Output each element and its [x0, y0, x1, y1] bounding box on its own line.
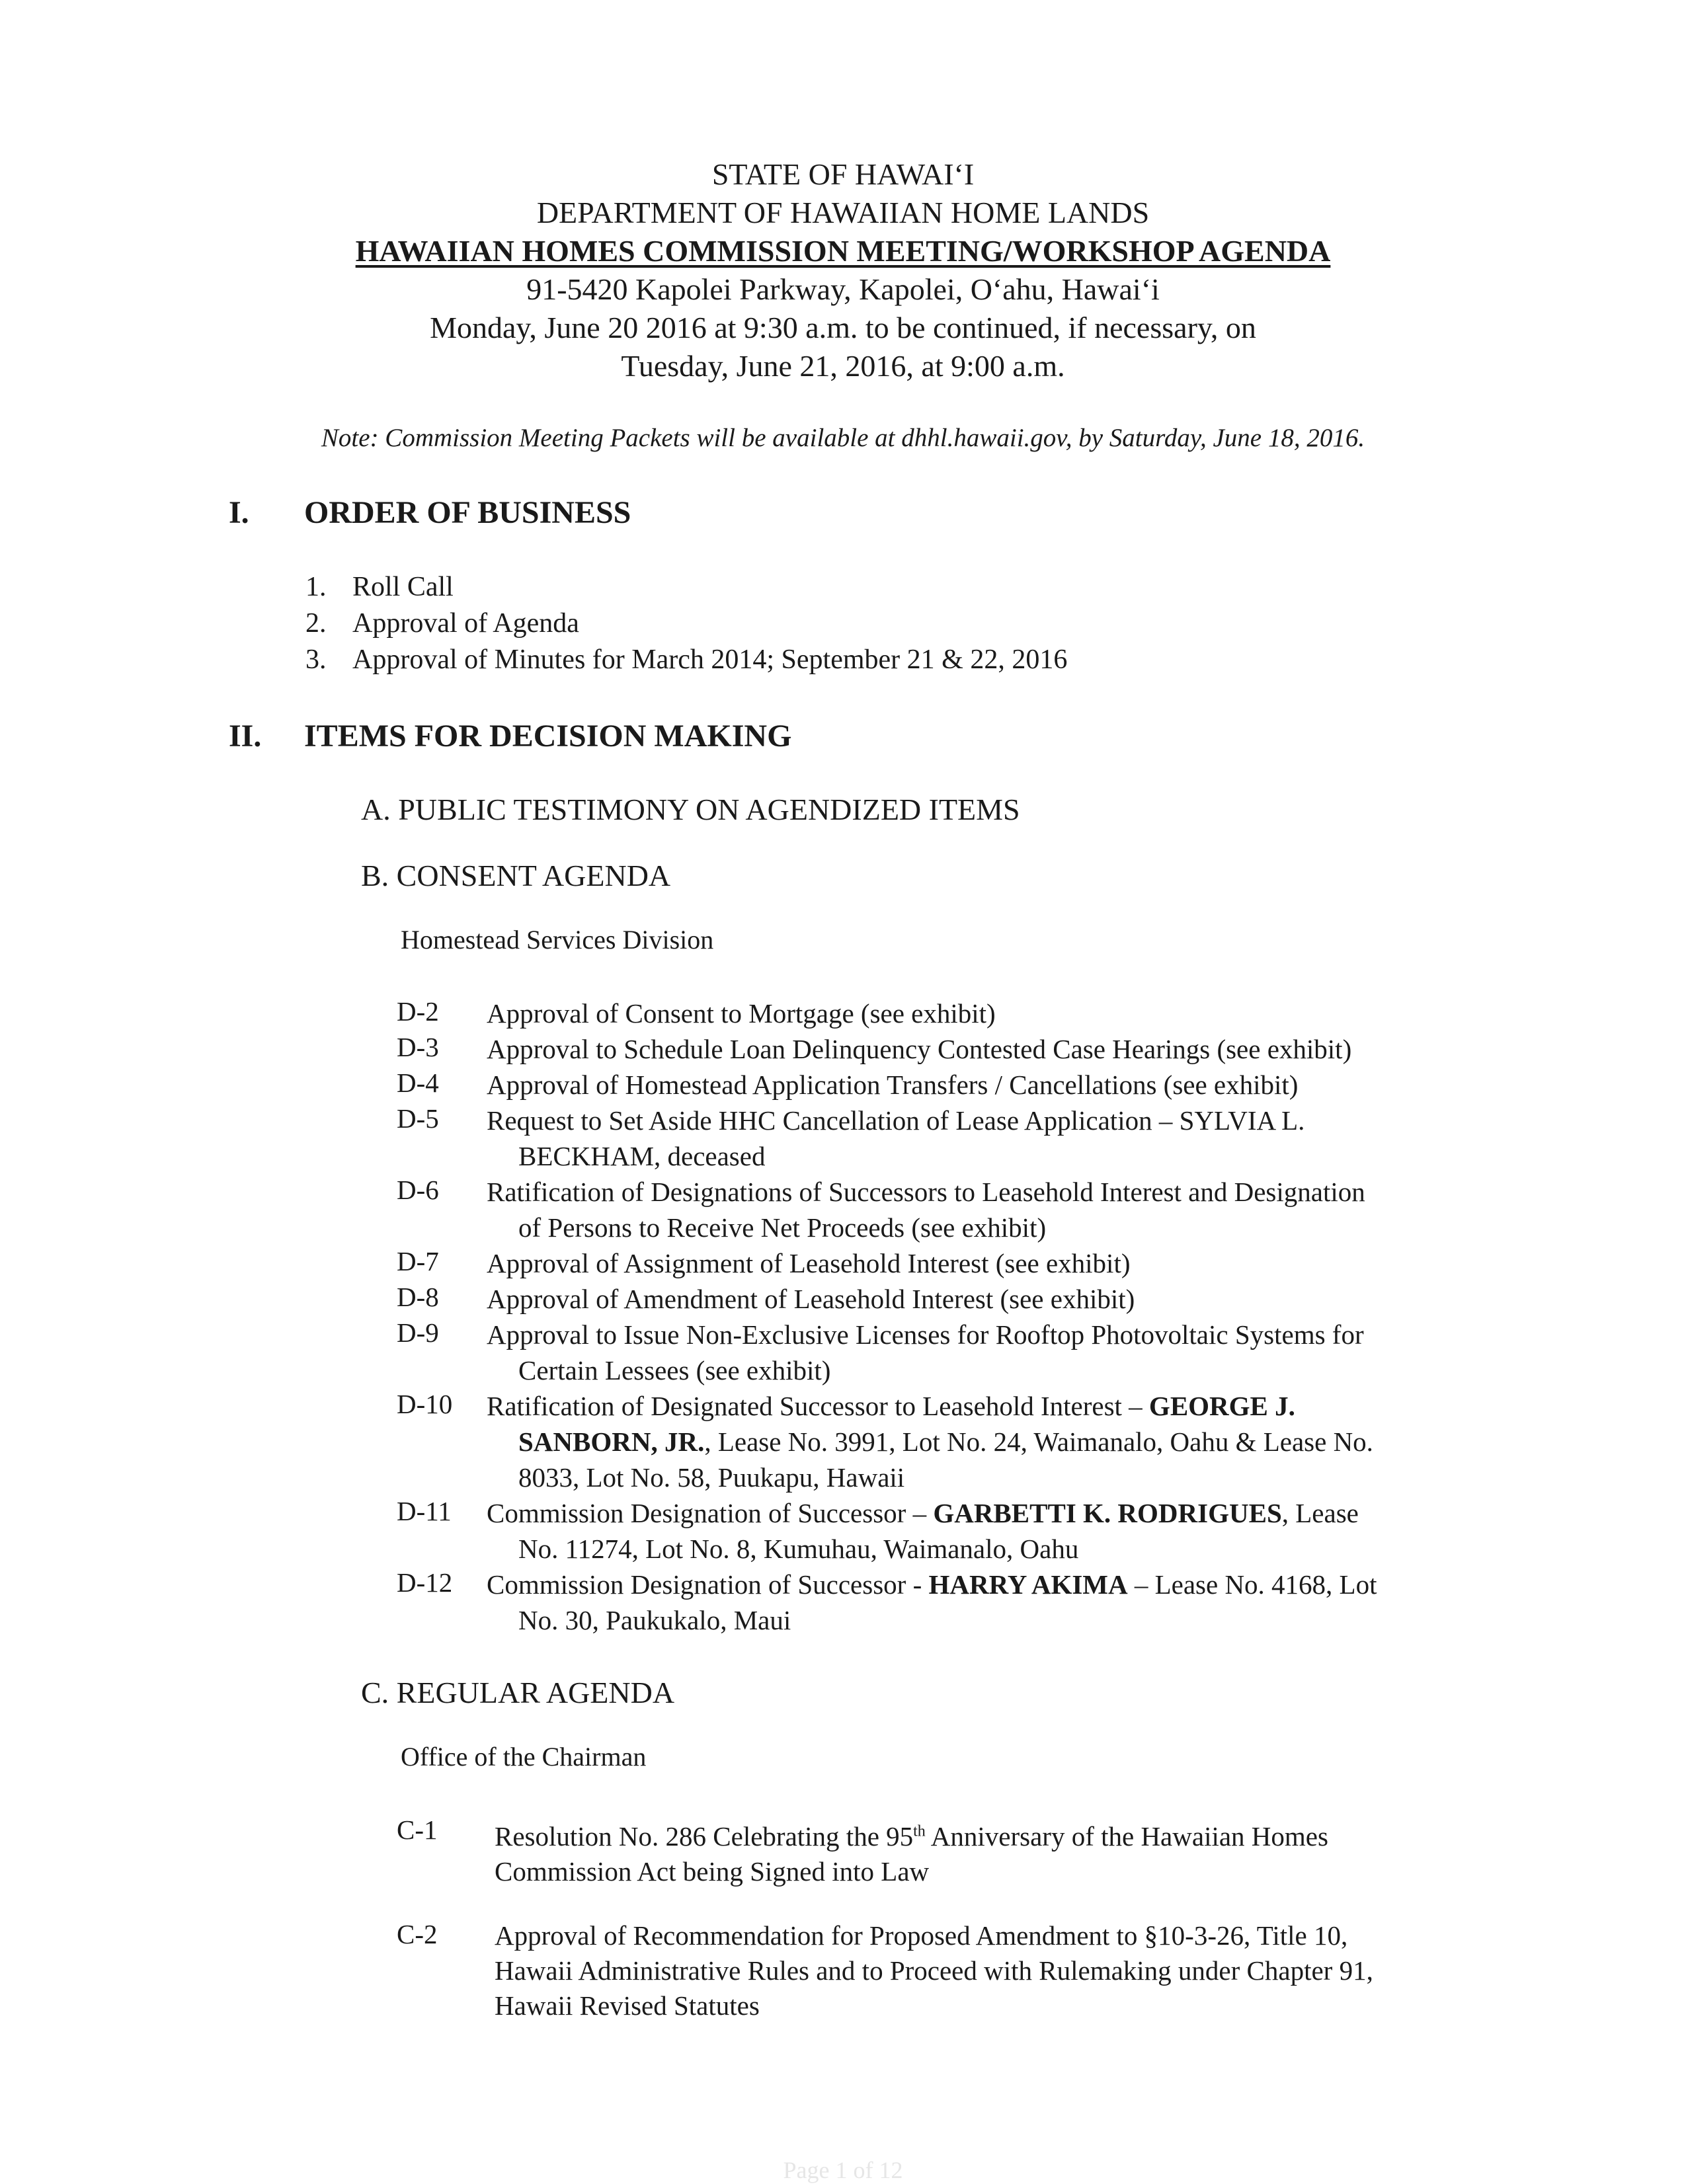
consent-item-code: D-6 — [397, 1175, 439, 1205]
item-text-part: , Lease No. 3991, Lot No. 24, Waimanalo, Oahu & Lease No. — [704, 1426, 1373, 1457]
consent-item-text: Approval of Assignment of Leasehold Interest (see exhibit) — [487, 1248, 1131, 1278]
section-2-title: ITEMS FOR DECISION MAKING — [304, 719, 792, 754]
meeting-date-line2: Tuesday, June 21, 2016, at 9:00 a.m. — [621, 349, 1065, 383]
consent-item-text — [487, 1495, 1492, 1567]
consent-item-text — [487, 1317, 1492, 1388]
meeting-address: 91-5420 Kapolei Parkway, Kapolei, O‘ahu, Hawai‘i — [526, 272, 1160, 306]
order-item-number: 1. — [305, 572, 327, 602]
order-item-text: Approval of Agenda — [352, 608, 579, 639]
consent-item-line: BECKHAM, deceased — [518, 1141, 766, 1171]
regular-item-code: C-2 — [397, 1919, 438, 1949]
packet-note: Note: Commission Meeting Packets will be available at dhhl.hawaii.gov, by Saturday, June 18, 2016. — [321, 424, 1365, 452]
item-text-part: – Lease No. 4168, Lot — [1127, 1569, 1377, 1600]
consent-item-line — [487, 1569, 1377, 1600]
consent-item-text: Approval to Schedule Loan Delinquency Contested Case Hearings (see exhibit) — [487, 1034, 1352, 1064]
regular-item-line: Commission Act being Signed into Law — [495, 1855, 930, 1887]
section-2-number: II. — [229, 719, 262, 754]
consent-item-code: D-8 — [397, 1282, 439, 1312]
consent-item-line — [487, 1424, 1492, 1460]
consent-item-text: Approval of Amendment of Leasehold Interest (see exhibit) — [487, 1284, 1135, 1314]
page-number: Page 1 of 12 — [783, 2157, 903, 2183]
order-item-number: 2. — [305, 608, 327, 639]
consent-item-text: Approval of Consent to Mortgage (see exhibit) — [487, 998, 996, 1029]
consent-item-code: D-3 — [397, 1032, 439, 1062]
item-text-part: Commission Designation of Successor - — [487, 1569, 929, 1600]
consent-item-line: No. 11274, Lot No. 8, Kumuhau, Waimanalo, Oahu — [518, 1534, 1079, 1564]
regular-item-text — [495, 1814, 1500, 1889]
chairman-office-heading: Office of the Chairman — [401, 1742, 647, 1772]
consent-item-line — [487, 1498, 1359, 1528]
item-text-part: , Lease — [1281, 1498, 1359, 1528]
header-state: STATE OF HAWAI‘I — [711, 157, 975, 191]
meeting-date-line1: Monday, June 20 2016 at 9:30 a.m. to be continued, if necessary, on — [430, 311, 1256, 344]
regular-item-code: C-1 — [397, 1814, 438, 1845]
order-item-number: 3. — [305, 644, 327, 675]
regular-item-line — [495, 1821, 1328, 1852]
consent-item-code: D-5 — [397, 1103, 439, 1134]
section-1-number: I. — [229, 495, 249, 530]
ordinal-suffix: th — [913, 1822, 926, 1840]
consent-item-line: Certain Lessees (see exhibit) — [518, 1355, 831, 1385]
consent-item-code: D-9 — [397, 1317, 439, 1348]
order-item-text: Roll Call — [352, 572, 454, 602]
consent-item-text: Approval of Homestead Application Transfers / Cancellations (see exhibit) — [487, 1070, 1299, 1100]
consent-item-code: D-4 — [397, 1068, 439, 1098]
item-text-part: Anniversary of the Hawaiian Homes — [925, 1820, 1328, 1852]
consent-item-code: D-10 — [397, 1389, 453, 1419]
consent-item-line: of Persons to Receive Net Proceeds (see exhibit) — [518, 1212, 1047, 1243]
consent-item-text — [487, 1388, 1492, 1495]
lessee-name: HARRY AKIMA — [928, 1569, 1128, 1600]
subsection-c-title: C. REGULAR AGENDA — [361, 1676, 675, 1709]
consent-item-code: D-12 — [397, 1567, 453, 1598]
order-item-text: Approval of Minutes for March 2014; September 21 & 22, 2016 — [352, 644, 1068, 675]
consent-item-code: D-7 — [397, 1246, 439, 1276]
consent-item-text — [487, 1103, 1492, 1174]
homestead-division-heading: Homestead Services Division — [401, 925, 714, 955]
lessee-name: GARBETTI K. RODRIGUES — [933, 1498, 1282, 1528]
consent-item-code: D-11 — [397, 1496, 452, 1526]
consent-item-text — [487, 1174, 1492, 1245]
consent-item-code: D-2 — [397, 996, 439, 1027]
subsection-b-title: B. CONSENT AGENDA — [361, 859, 671, 892]
regular-item-line: Approval of Recommendation for Proposed Amendment to §10-3-26, Title 10, — [495, 1920, 1348, 1951]
item-text-part: Commission Designation of Successor – — [487, 1498, 934, 1528]
lessee-name: SANBORN, JR. — [518, 1426, 705, 1457]
item-text-part: Ratification of Designated Successor to Leasehold Interest – — [487, 1391, 1149, 1421]
consent-item-line: No. 30, Paukukalo, Maui — [518, 1605, 791, 1635]
consent-item-line: 8033, Lot No. 58, Puukapu, Hawaii — [518, 1462, 905, 1493]
section-1-title: ORDER OF BUSINESS — [304, 495, 631, 530]
subsection-a-title: A. PUBLIC TESTIMONY ON AGENDIZED ITEMS — [361, 793, 1020, 826]
lessee-name: GEORGE J. — [1148, 1391, 1295, 1421]
consent-item-line — [487, 1391, 1295, 1421]
consent-item-text — [487, 1567, 1492, 1638]
consent-item-line: Approval to Issue Non-Exclusive Licenses for Rooftop Photovoltaic Systems for — [487, 1319, 1364, 1350]
regular-item-line: Hawaii Administrative Rules and to Proceed with Rulemaking under Chapter 91, — [495, 1955, 1373, 1986]
consent-item-line: Ratification of Designations of Successors to Leasehold Interest and Designation — [487, 1177, 1365, 1207]
agenda-title-text: HAWAIIAN HOMES COMMISSION MEETING/WORKSHOP AGENDA — [355, 234, 1331, 268]
consent-item-line: Request to Set Aside HHC Cancellation of Lease Application – SYLVIA L. — [487, 1105, 1305, 1136]
header-department: DEPARTMENT OF HAWAIIAN HOME LANDS — [536, 196, 1150, 229]
regular-item-text — [495, 1918, 1500, 2023]
item-text-part: Resolution No. 286 Celebrating the 95 — [495, 1820, 914, 1852]
agenda-title — [0, 233, 1686, 270]
regular-item-line: Hawaii Revised Statutes — [495, 1990, 760, 2021]
